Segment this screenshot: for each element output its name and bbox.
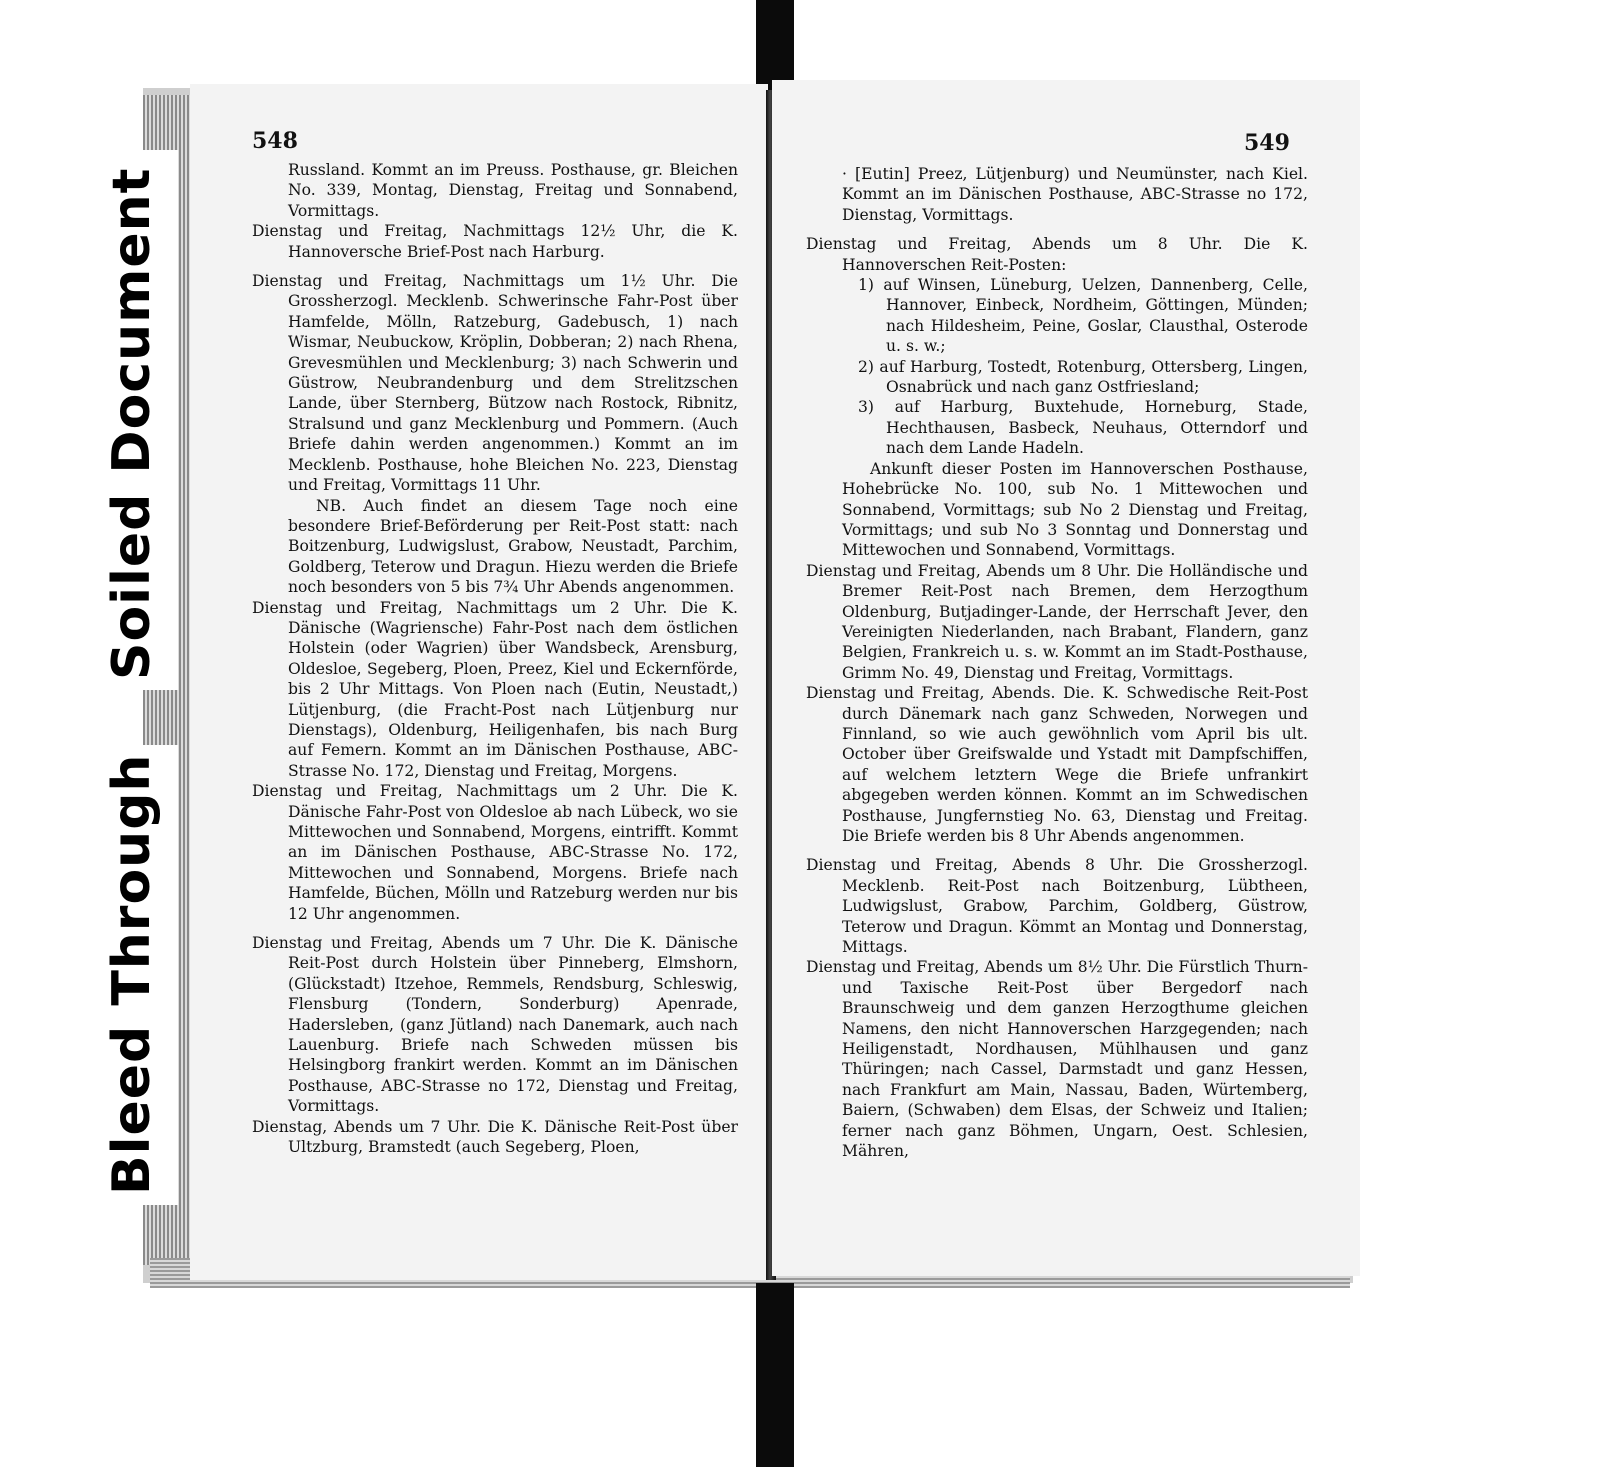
paragraph: Dienstag, Abends um 7 Uhr. Die K. Dänische Reit-Post über Ultzburg, Bramstedt (auch Segeberg, Ploen, bbox=[252, 1117, 738, 1157]
bleed-through-tag bbox=[92, 745, 178, 1205]
paragraph: 1) auf Winsen, Lüneburg, Uelzen, Dannenberg, Celle, Hannover, Einbeck, Nordheim, Göttingen, Münden; nach Hildesheim, Peine, Goslar, Clausthal, Osterode u. s. w.; bbox=[858, 276, 1308, 356]
paragraph: Dienstag und Freitag, Abends um 8½ Uhr. Die Fürstlich Thurn- und Taxische Reit-Post über Bergedorf nach Braunschweig und dem ganzen Herzogthume gleichen Namens, den nicht Hannoverschen Harzgegenden; nach Heiligenstadt, Nordhausen, Mühlhausen und ganz Thüringen; nach Cassel, Darmstadt und ganz Hessen, nach Frankfurt am Main, Nassau, Baden, Würtemberg, Baiern, (Schwaben) dem Elsas, der Schweiz und Italien; ferner nach ganz Böhmen, Ungarn, Oest. Schlesien, Mähren, bbox=[806, 958, 1308, 1161]
paragraph: Dienstag und Freitag, Abends um 7 Uhr. Die K. Dänische Reit-Post durch Holstein über Pinneberg, Elmshorn, (Glückstadt) Itzehoe, Remmels, Rendsburg, Schleswig, Flensburg (Tondern, Sonderburg) Apenrade, Hadersleben, (ganz Jütland) nach Danemark, auch nach Lauenburg. Briefe nach Schweden müssen bis Helsingborg frankirt werden. Kommt an im Dänischen Posthause, ABC-Strasse no 172, Dienstag und Freitag, Vormittags. bbox=[252, 934, 738, 1116]
paragraph: Dienstag und Freitag, Abends um 8 Uhr. Die Holländische und Bremer Reit-Post nach Bremen, dem Herzogthum Oldenburg, Butjadinger-Lande, der Herrschaft Jever, den Vereinigten Niederlanden, nach Brabant, Flandern, ganz Belgien, Frankreich u. s. w. Kommt an im Stadt-Posthause, Grimm No. 49, Dienstag und Freitag, Vormittags. bbox=[806, 561, 1308, 682]
soiled-document-tag bbox=[92, 150, 178, 690]
paragraph: Ankunft dieser Posten im Hannoverschen Posthause, Hohebrücke No. 100, sub No. 1 Mittewochen und Sonnabend, Vormittags; sub No 2 Dienstag und Freitag, Vormittags; und sub No 3 Sonntag und Donnerstag und Mittewochen und Sonnabend, Vormittags. bbox=[842, 459, 1308, 560]
binding-strap-bottom bbox=[756, 1283, 794, 1467]
right-page-number: 549 bbox=[1244, 130, 1290, 156]
paragraph: Dienstag und Freitag, Nachmittags 12½ Uhr, die K. Hannoversche Brief-Post nach Harburg. bbox=[252, 222, 738, 261]
left-page bbox=[190, 84, 768, 1280]
soiled-document-label: Soiled Document bbox=[102, 167, 162, 680]
paragraph: Dienstag und Freitag, Abends. Die. K. Schwedische Reit-Post durch Dänemark nach ganz Schweden, Norwegen und Finnland, so wie auch gewöhnlich vom April bis ult. October über Greifswalde und Ystadt mit Dampfschiffen, auf welchem letztern Wege die Briefe unfrankirt abgegeben werden können. Kommt an im Schwedischen Posthause, Jungfernstieg No. 63, Dienstag und Freitag. Die Briefe werden bis 8 Uhr Abends angenommen. bbox=[806, 684, 1308, 845]
left-page-number: 548 bbox=[252, 128, 298, 154]
paragraph: Dienstag und Freitag, Abends 8 Uhr. Die Grossherzogl. Mecklenb. Reit-Post nach Boitzenburg, Lübtheen, Ludwigslust, Grabow, Parchim, Goldberg, Güstrow, Teterow und Dragun. Kömmt an Montag und Donnerstag, Mittags. bbox=[806, 856, 1308, 957]
paragraph: Dienstag und Freitag, Nachmittags um 2 Uhr. Die K. Dänische (Wagriensche) Fahr-Post nach dem östlichen Holstein (oder Wagrien) über Wandsbeck, Arensburg, Oldesloe, Segeberg, Ploen, Preez, Kiel und Eckernförde, bis 2 Uhr Mittags. Von Ploen nach (Eutin, Neustadt,) Lütjenburg, (die Fracht-Post nach Lütjenburg nur Dienstags), Oldenburg, Heiligenhafen, bis nach Burg auf Femern. Kommt an im Dänischen Posthause, ABC-Strasse No. 172, Dienstag und Freitag, Morgens. bbox=[252, 598, 738, 780]
paragraph: · [Eutin] Preez, Lütjenburg) und Neumünster, nach Kiel. Kommt an im Dänischen Posthause, ABC-Strasse no 172, Dienstag, Vormittags. bbox=[842, 165, 1308, 224]
paragraph: Dienstag und Freitag, Nachmittags um 2 Uhr. Die K. Dänische Fahr-Post von Oldesloe ab nach Lübeck, wo sie Mittewochen und Sonnabend, Morgens, eintrifft. Kommt an im Dänischen Posthause, ABC-Strasse No. 172, Mittewochen und Sonnabend, Morgens. Briefe nach Hamfelde, Büchen, Mölln und Ratzeburg werden nur bis 12 Uhr angenommen. bbox=[252, 782, 738, 923]
paragraph: Dienstag und Freitag, Nachmittags um 1½ Uhr. Die Grossherzogl. Mecklenb. Schwerinsche Fahr-Post über Hamfelde, Mölln, Ratzeburg, Gadebusch, 1) nach Wismar, Neubuckow, Kröplin, Dobberan; 2) nach Rhena, Grevesmühlen und Mecklenburg; 3) nach Schwerin und Güstrow, Neubrandenburg und dem Strelitzschen Lande, über Sternberg, Bützow nach Rostock, Ribnitz, Stralsund und ganz Mecklenburg und Pommern. (Auch Briefe dahin werden angenommen.) Kommt an im Mecklenb. Posthause, hohe Bleichen No. 223, Dienstag und Freitag, Vormittags 11 Uhr. bbox=[252, 272, 738, 495]
paragraph: Russland. Kommt an im Preuss. Posthause, gr. Bleichen No. 339, Montag, Dienstag, Freitag und Sonnabend, Vormittags. bbox=[288, 161, 738, 220]
bleed-through-label: Bleed Through bbox=[102, 753, 162, 1195]
left-page-text bbox=[252, 160, 738, 1158]
paragraph: NB. Auch findet an diesem Tage noch eine besondere Brief-Beförderung per Reit-Post statt: nach Boitzenburg, Ludwigslust, Grabow, Neustadt, Parchim, Goldberg, Teterow und Dragun. Hiezu werden die Briefe noch besonders von 5 bis 7¾ Uhr Abends angenommen. bbox=[288, 496, 738, 597]
paragraph: Dienstag und Freitag, Abends um 8 Uhr. Die K. Hannoverschen Reit-Posten: bbox=[806, 235, 1308, 274]
paragraph: 2) auf Harburg, Tostedt, Rotenburg, Ottersberg, Lingen, Osnabrück und nach ganz Ostfriesland; bbox=[858, 357, 1308, 397]
right-page-text bbox=[806, 164, 1308, 1162]
paragraph: 3) auf Harburg, Buxtehude, Horneburg, Stade, Hechthausen, Basbeck, Neuhaus, Otterndorf und nach dem Lande Hadeln. bbox=[858, 398, 1308, 458]
right-page bbox=[772, 80, 1360, 1276]
